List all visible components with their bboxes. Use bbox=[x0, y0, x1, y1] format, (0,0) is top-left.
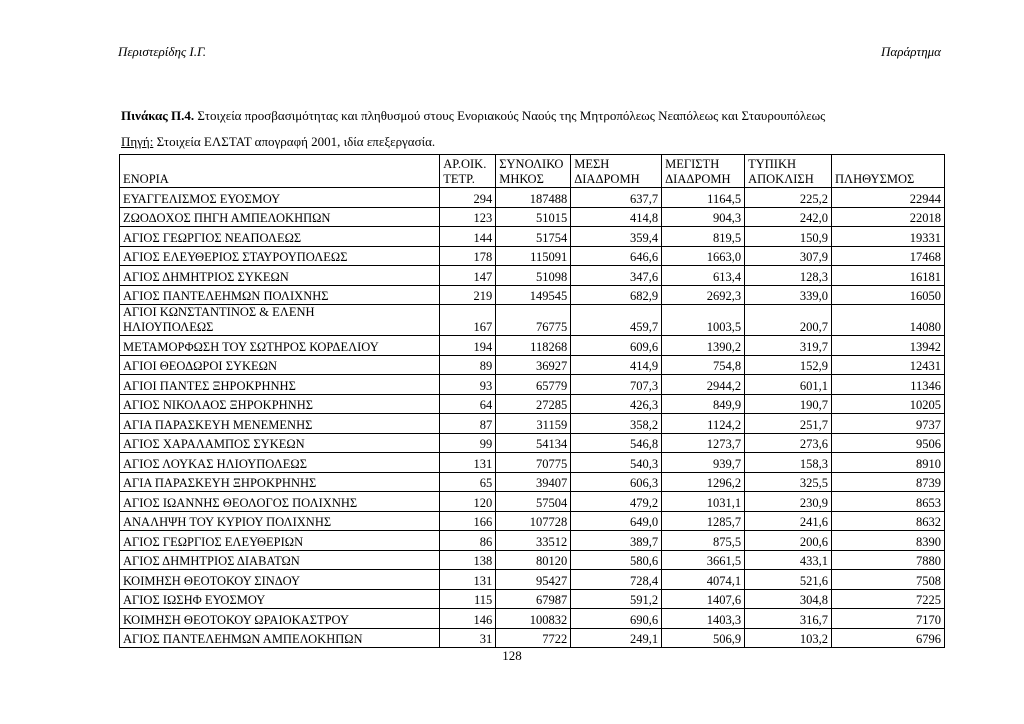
cell-total-length: 118268 bbox=[496, 336, 571, 356]
running-header-section: Παράρτημα bbox=[881, 44, 941, 59]
parish-data-table bbox=[119, 154, 945, 648]
cell-parish: ΑΓΙΟΣ ΔΗΜΗΤΡΙΟΣ ΣΥΚΕΩΝ bbox=[120, 266, 440, 286]
cell-total-length: 115091 bbox=[496, 246, 571, 266]
cell-parish: ΜΕΤΑΜΟΡΦΩΣΗ ΤΟΥ ΣΩΤΗΡΟΣ ΚΟΡΔΕΛΙΟΥ bbox=[120, 336, 440, 356]
cell-mean-route: 728,4 bbox=[571, 570, 662, 590]
cell-parish: ΑΓΙΑ ΠΑΡΑΣΚΕΥΗ ΞΗΡΟΚΡΗΝΗΣ bbox=[120, 472, 440, 492]
table-row bbox=[120, 188, 945, 208]
running-header-author: Περιστερίδης Ι.Γ. bbox=[118, 44, 206, 59]
cell-blocks: 294 bbox=[440, 188, 496, 208]
column-header-population: ΠΛΗΘΥΣΜΟΣ bbox=[832, 155, 945, 188]
cell-std-dev: 225,2 bbox=[745, 188, 832, 208]
cell-blocks: 99 bbox=[440, 433, 496, 453]
cell-population: 19331 bbox=[832, 227, 945, 247]
cell-std-dev: 152,9 bbox=[745, 355, 832, 375]
cell-std-dev: 316,7 bbox=[745, 609, 832, 629]
cell-population: 9737 bbox=[832, 414, 945, 434]
table-caption-text: Στοιχεία προσβασιμότητας και πληθυσμού στους Ενοριακούς Ναούς της Μητροπόλεως Νεαπόλεως και Σταυρουπόλεως bbox=[197, 108, 826, 123]
cell-max-route: 506,9 bbox=[662, 628, 745, 648]
cell-max-route: 1031,1 bbox=[662, 492, 745, 512]
cell-max-route: 1390,2 bbox=[662, 336, 745, 356]
table-row bbox=[120, 531, 945, 551]
table-row bbox=[120, 433, 945, 453]
table-row bbox=[120, 511, 945, 531]
cell-blocks: 147 bbox=[440, 266, 496, 286]
table-row bbox=[120, 492, 945, 512]
column-header-std-dev: ΤΥΠΙΚΗ ΑΠΟΚΛΙΣΗ bbox=[745, 155, 832, 188]
cell-parish: ΑΓΙΟΣ ΓΕΩΡΓΙΟΣ ΝΕΑΠΟΛΕΩΣ bbox=[120, 227, 440, 247]
cell-blocks: 115 bbox=[440, 589, 496, 609]
table-caption bbox=[121, 108, 825, 124]
cell-max-route: 1164,5 bbox=[662, 188, 745, 208]
cell-population: 22018 bbox=[832, 207, 945, 227]
cell-blocks: 65 bbox=[440, 472, 496, 492]
cell-population: 8390 bbox=[832, 531, 945, 551]
table-row bbox=[120, 266, 945, 286]
table-row bbox=[120, 336, 945, 356]
cell-parish: ΑΓΙΟΣ ΓΕΩΡΓΙΟΣ ΕΛΕΥΘΕΡΙΩΝ bbox=[120, 531, 440, 551]
cell-mean-route: 414,8 bbox=[571, 207, 662, 227]
cell-parish: ΑΓΙΟΣ ΝΙΚΟΛΑΟΣ ΞΗΡΟΚΡΗΝΗΣ bbox=[120, 394, 440, 414]
cell-total-length: 54134 bbox=[496, 433, 571, 453]
column-header-mean-route: ΜΕΣΗ ΔΙΑΔΡΟΜΗ bbox=[571, 155, 662, 188]
cell-population: 17468 bbox=[832, 246, 945, 266]
cell-population: 13942 bbox=[832, 336, 945, 356]
cell-parish: ΕΥΑΓΓΕΛΙΣΜΟΣ ΕΥΟΣΜΟΥ bbox=[120, 188, 440, 208]
cell-population: 8653 bbox=[832, 492, 945, 512]
page-number: 128 bbox=[502, 648, 522, 663]
cell-max-route: 1285,7 bbox=[662, 511, 745, 531]
cell-max-route: 875,5 bbox=[662, 531, 745, 551]
cell-total-length: 31159 bbox=[496, 414, 571, 434]
cell-max-route: 1663,0 bbox=[662, 246, 745, 266]
cell-blocks: 166 bbox=[440, 511, 496, 531]
cell-blocks: 194 bbox=[440, 336, 496, 356]
cell-mean-route: 479,2 bbox=[571, 492, 662, 512]
table-caption-label: Πινάκας Π.4. bbox=[121, 108, 195, 123]
cell-mean-route: 389,7 bbox=[571, 531, 662, 551]
cell-total-length: 51754 bbox=[496, 227, 571, 247]
cell-parish: ΑΓΙΟΣ ΔΗΜΗΤΡΙΟΣ ΔΙΑΒΑΤΩΝ bbox=[120, 550, 440, 570]
cell-mean-route: 580,6 bbox=[571, 550, 662, 570]
cell-parish: ΑΓΙΟΙ ΠΑΝΤΕΣ ΞΗΡΟΚΡΗΝΗΣ bbox=[120, 375, 440, 395]
cell-total-length: 51015 bbox=[496, 207, 571, 227]
cell-std-dev: 128,3 bbox=[745, 266, 832, 286]
table-header-row bbox=[120, 155, 945, 188]
cell-total-length: 76775 bbox=[496, 305, 571, 336]
cell-population: 12431 bbox=[832, 355, 945, 375]
cell-max-route: 613,4 bbox=[662, 266, 745, 286]
cell-blocks: 86 bbox=[440, 531, 496, 551]
cell-blocks: 138 bbox=[440, 550, 496, 570]
cell-blocks: 89 bbox=[440, 355, 496, 375]
cell-mean-route: 426,3 bbox=[571, 394, 662, 414]
cell-blocks: 64 bbox=[440, 394, 496, 414]
cell-total-length: 33512 bbox=[496, 531, 571, 551]
cell-blocks: 131 bbox=[440, 453, 496, 473]
cell-blocks: 178 bbox=[440, 246, 496, 266]
cell-total-length: 70775 bbox=[496, 453, 571, 473]
cell-std-dev: 273,6 bbox=[745, 433, 832, 453]
cell-mean-route: 459,7 bbox=[571, 305, 662, 336]
cell-mean-route: 637,7 bbox=[571, 188, 662, 208]
cell-std-dev: 103,2 bbox=[745, 628, 832, 648]
cell-population: 16181 bbox=[832, 266, 945, 286]
cell-mean-route: 414,9 bbox=[571, 355, 662, 375]
cell-mean-route: 359,4 bbox=[571, 227, 662, 247]
table-row bbox=[120, 453, 945, 473]
cell-std-dev: 433,1 bbox=[745, 550, 832, 570]
cell-std-dev: 251,7 bbox=[745, 414, 832, 434]
cell-blocks: 167 bbox=[440, 305, 496, 336]
table-row bbox=[120, 375, 945, 395]
cell-population: 8739 bbox=[832, 472, 945, 492]
cell-population: 10205 bbox=[832, 394, 945, 414]
cell-std-dev: 230,9 bbox=[745, 492, 832, 512]
cell-blocks: 87 bbox=[440, 414, 496, 434]
cell-mean-route: 347,6 bbox=[571, 266, 662, 286]
cell-max-route: 1403,3 bbox=[662, 609, 745, 629]
table-row bbox=[120, 570, 945, 590]
cell-max-route: 939,7 bbox=[662, 453, 745, 473]
cell-population: 7225 bbox=[832, 589, 945, 609]
cell-mean-route: 646,6 bbox=[571, 246, 662, 266]
cell-max-route: 849,9 bbox=[662, 394, 745, 414]
cell-max-route: 2692,3 bbox=[662, 285, 745, 305]
cell-parish: ΑΓΙΟΣ ΕΛΕΥΘΕΡΙΟΣ ΣΤΑΥΡΟΥΠΟΛΕΩΣ bbox=[120, 246, 440, 266]
table-row bbox=[120, 414, 945, 434]
cell-mean-route: 591,2 bbox=[571, 589, 662, 609]
cell-blocks: 120 bbox=[440, 492, 496, 512]
cell-total-length: 39407 bbox=[496, 472, 571, 492]
cell-std-dev: 242,0 bbox=[745, 207, 832, 227]
cell-mean-route: 606,3 bbox=[571, 472, 662, 492]
cell-std-dev: 200,7 bbox=[745, 305, 832, 336]
table-row bbox=[120, 394, 945, 414]
cell-total-length: 27285 bbox=[496, 394, 571, 414]
cell-max-route: 1407,6 bbox=[662, 589, 745, 609]
cell-total-length: 107728 bbox=[496, 511, 571, 531]
cell-total-length: 67987 bbox=[496, 589, 571, 609]
cell-parish: ΑΓΙΟΣ ΠΑΝΤΕΛΕΗΜΩΝ ΠΟΛΙΧΝΗΣ bbox=[120, 285, 440, 305]
cell-max-route: 904,3 bbox=[662, 207, 745, 227]
cell-total-length: 187488 bbox=[496, 188, 571, 208]
cell-blocks: 123 bbox=[440, 207, 496, 227]
cell-max-route: 2944,2 bbox=[662, 375, 745, 395]
cell-population: 8910 bbox=[832, 453, 945, 473]
cell-std-dev: 307,9 bbox=[745, 246, 832, 266]
cell-blocks: 93 bbox=[440, 375, 496, 395]
cell-max-route: 3661,5 bbox=[662, 550, 745, 570]
cell-mean-route: 690,6 bbox=[571, 609, 662, 629]
cell-total-length: 57504 bbox=[496, 492, 571, 512]
cell-std-dev: 601,1 bbox=[745, 375, 832, 395]
cell-total-length: 51098 bbox=[496, 266, 571, 286]
cell-population: 7508 bbox=[832, 570, 945, 590]
cell-population: 7880 bbox=[832, 550, 945, 570]
table-row bbox=[120, 628, 945, 648]
cell-mean-route: 540,3 bbox=[571, 453, 662, 473]
cell-blocks: 146 bbox=[440, 609, 496, 629]
table-source-text: Στοιχεία ΕΛΣΤΑΤ απογραφή 2001, ιδία επεξεργασία. bbox=[156, 134, 436, 149]
cell-max-route: 819,5 bbox=[662, 227, 745, 247]
cell-parish: ΑΓΙΟΣ ΙΩΣΗΦ ΕΥΟΣΜΟΥ bbox=[120, 589, 440, 609]
cell-population: 6796 bbox=[832, 628, 945, 648]
table-row bbox=[120, 305, 945, 336]
cell-parish: ΚΟΙΜΗΣΗ ΘΕΟΤΟΚΟΥ ΣΙΝΔΟΥ bbox=[120, 570, 440, 590]
cell-total-length: 80120 bbox=[496, 550, 571, 570]
cell-mean-route: 649,0 bbox=[571, 511, 662, 531]
table-row bbox=[120, 355, 945, 375]
cell-std-dev: 200,6 bbox=[745, 531, 832, 551]
table-row bbox=[120, 609, 945, 629]
table-row bbox=[120, 550, 945, 570]
cell-parish: ΑΓΙΟΣ ΛΟΥΚΑΣ ΗΛΙΟΥΠΟΛΕΩΣ bbox=[120, 453, 440, 473]
cell-parish: ΑΓΙΟΙ ΘΕΟΔΩΡΟΙ ΣΥΚΕΩΝ bbox=[120, 355, 440, 375]
cell-max-route: 1003,5 bbox=[662, 305, 745, 336]
table-row bbox=[120, 227, 945, 247]
cell-total-length: 95427 bbox=[496, 570, 571, 590]
table-row bbox=[120, 207, 945, 227]
cell-parish: ΑΝΑΛΗΨΗ ΤΟΥ ΚΥΡΙΟΥ ΠΟΛΙΧΝΗΣ bbox=[120, 511, 440, 531]
cell-std-dev: 319,7 bbox=[745, 336, 832, 356]
cell-std-dev: 241,6 bbox=[745, 511, 832, 531]
table-row bbox=[120, 246, 945, 266]
cell-max-route: 754,8 bbox=[662, 355, 745, 375]
cell-mean-route: 682,9 bbox=[571, 285, 662, 305]
cell-parish: ΑΓΙΟΣ ΙΩΑΝΝΗΣ ΘΕΟΛΟΓΟΣ ΠΟΛΙΧΝΗΣ bbox=[120, 492, 440, 512]
cell-max-route: 1124,2 bbox=[662, 414, 745, 434]
cell-population: 14080 bbox=[832, 305, 945, 336]
cell-max-route: 4074,1 bbox=[662, 570, 745, 590]
cell-total-length: 65779 bbox=[496, 375, 571, 395]
cell-total-length: 36927 bbox=[496, 355, 571, 375]
cell-blocks: 131 bbox=[440, 570, 496, 590]
cell-std-dev: 521,6 bbox=[745, 570, 832, 590]
cell-max-route: 1273,7 bbox=[662, 433, 745, 453]
cell-std-dev: 158,3 bbox=[745, 453, 832, 473]
cell-mean-route: 707,3 bbox=[571, 375, 662, 395]
cell-parish: ΑΓΙΑ ΠΑΡΑΣΚΕΥΗ ΜΕΝΕΜΕΝΗΣ bbox=[120, 414, 440, 434]
table-row bbox=[120, 285, 945, 305]
cell-mean-route: 609,6 bbox=[571, 336, 662, 356]
cell-total-length: 7722 bbox=[496, 628, 571, 648]
cell-mean-route: 546,8 bbox=[571, 433, 662, 453]
cell-blocks: 219 bbox=[440, 285, 496, 305]
cell-population: 16050 bbox=[832, 285, 945, 305]
column-header-total-length: ΣΥΝΟΛΙΚΟ ΜΗΚΟΣ bbox=[496, 155, 571, 188]
cell-parish: ΑΓΙΟΣ ΧΑΡΑΛΑΜΠΟΣ ΣΥΚΕΩΝ bbox=[120, 433, 440, 453]
cell-population: 8632 bbox=[832, 511, 945, 531]
table-row bbox=[120, 589, 945, 609]
cell-total-length: 149545 bbox=[496, 285, 571, 305]
table-source-label: Πηγή: bbox=[121, 134, 154, 149]
cell-std-dev: 339,0 bbox=[745, 285, 832, 305]
cell-std-dev: 325,5 bbox=[745, 472, 832, 492]
cell-std-dev: 150,9 bbox=[745, 227, 832, 247]
cell-total-length: 100832 bbox=[496, 609, 571, 629]
table-source bbox=[121, 134, 435, 150]
cell-parish: ΚΟΙΜΗΣΗ ΘΕΟΤΟΚΟΥ ΩΡΑΙΟΚΑΣΤΡΟΥ bbox=[120, 609, 440, 629]
cell-mean-route: 358,2 bbox=[571, 414, 662, 434]
table-row bbox=[120, 472, 945, 492]
cell-population: 22944 bbox=[832, 188, 945, 208]
cell-population: 9506 bbox=[832, 433, 945, 453]
cell-mean-route: 249,1 bbox=[571, 628, 662, 648]
column-header-parish: ΕΝΟΡΙΑ bbox=[120, 155, 440, 188]
column-header-max-route: ΜΕΓΙΣΤΗ ΔΙΑΔΡΟΜΗ bbox=[662, 155, 745, 188]
cell-population: 7170 bbox=[832, 609, 945, 629]
cell-std-dev: 304,8 bbox=[745, 589, 832, 609]
cell-max-route: 1296,2 bbox=[662, 472, 745, 492]
cell-blocks: 31 bbox=[440, 628, 496, 648]
cell-std-dev: 190,7 bbox=[745, 394, 832, 414]
cell-population: 11346 bbox=[832, 375, 945, 395]
cell-parish: ΖΩΟΔΟΧΟΣ ΠΗΓΗ ΑΜΠΕΛΟΚΗΠΩΝ bbox=[120, 207, 440, 227]
cell-parish: ΑΓΙΟΣ ΠΑΝΤΕΛΕΗΜΩΝ ΑΜΠΕΛΟΚΗΠΩΝ bbox=[120, 628, 440, 648]
cell-parish: ΑΓΙΟΙ ΚΩΝΣΤΑΝΤΙΝΟΣ & ΕΛΕΝΗ ΗΛΙΟΥΠΟΛΕΩΣ bbox=[120, 305, 440, 336]
cell-blocks: 144 bbox=[440, 227, 496, 247]
column-header-blocks: ΑΡ.ΟΙΚ. ΤΕΤΡ. bbox=[440, 155, 496, 188]
